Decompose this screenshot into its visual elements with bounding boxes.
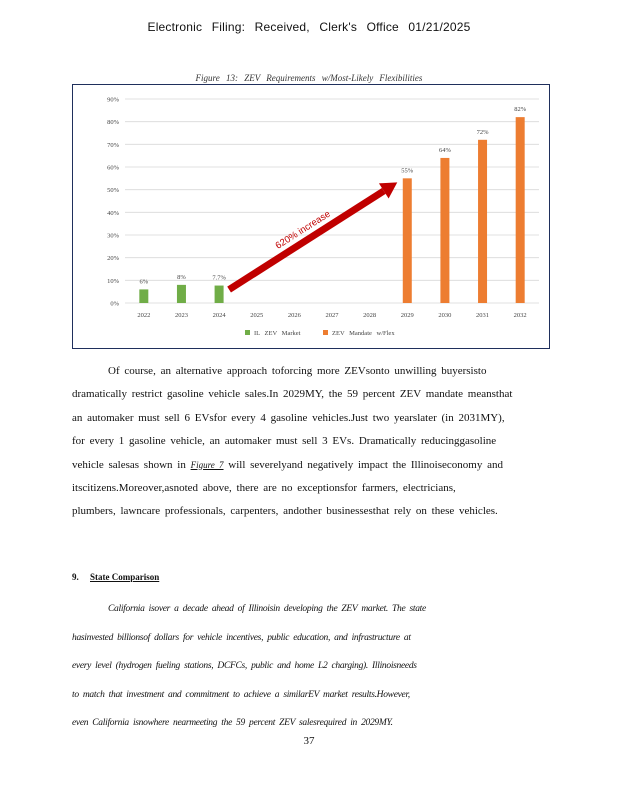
x-tick-label: 2022: [137, 312, 151, 319]
annotation-label: 620% increase: [273, 208, 333, 252]
text-line: for every 1 gasoline vehicle, an automaker must sell 3 EVs. Dramatically reducinggasoline: [72, 435, 497, 448]
increase-arrow-shaft: [229, 191, 384, 290]
bar: [139, 289, 148, 303]
paragraph-state-comparison: [72, 595, 532, 738]
data-label: 8%: [177, 273, 186, 281]
data-label: 72%: [476, 128, 489, 136]
y-tick-label: 80%: [107, 119, 119, 127]
text-line: Of course, an alternative approach toforcing more ZEVsonto unwilling buyersisto: [108, 365, 487, 377]
text-line: hasinvested billionsof dollars for vehicle incentives, public education, and infrastructure at: [72, 632, 411, 643]
x-tick-label: 2029: [400, 312, 414, 319]
y-tick-label: 90%: [107, 96, 119, 104]
data-label: 82%: [514, 106, 527, 114]
legend-swatch: [323, 330, 328, 335]
y-tick-label: 40%: [107, 209, 119, 217]
text-line: plumbers, lawncare professionals, carpenters, andother businessesthat rely on these vehicles.: [72, 505, 498, 518]
y-tick-label: 10%: [107, 277, 119, 285]
x-tick-label: 2031: [476, 312, 490, 319]
bar: [440, 158, 449, 303]
x-tick-label: 2025: [250, 312, 264, 319]
y-tick-label: 50%: [107, 187, 119, 195]
x-tick-label: 2023: [174, 312, 188, 319]
filing-header: Electronic Filing: Received, Clerk's Office 01/21/2025: [147, 20, 471, 34]
text-line: to match that investment and commitment to achieve a similarEV market results.However,: [72, 689, 410, 700]
bar: [215, 286, 224, 303]
bar: [516, 117, 525, 303]
text-fragment: will severelyand negatively impact the Illinoiseconomy and: [223, 458, 503, 471]
text-line: California isover a decade ahead of Illinoisin developing the ZEV market. The state: [108, 604, 426, 614]
x-tick-label: 2026: [287, 312, 301, 319]
legend-swatch: [245, 330, 250, 335]
data-label: 7.7%: [212, 274, 226, 282]
data-label: 6%: [139, 278, 149, 286]
legend-label: IL ZEV Market: [254, 330, 301, 337]
y-tick-label: 30%: [107, 232, 119, 240]
y-tick-label: 20%: [107, 255, 119, 263]
text-fragment: vehicle salesas shown in: [72, 458, 191, 471]
text-line: [72, 454, 532, 477]
section-title: State Comparison: [90, 572, 160, 582]
y-tick-label: 0%: [110, 300, 119, 308]
x-tick-label: 2030: [438, 312, 452, 319]
data-label: 64%: [438, 146, 451, 154]
section-number: 9.: [72, 572, 79, 582]
figure-reference-link[interactable]: Figure 7: [190, 459, 224, 470]
x-tick-label: 2024: [212, 312, 226, 319]
text-line: dramatically restrict gasoline vehicle sales.In 2029MY, the 59 percent ZEV mandate meansthat: [72, 388, 513, 401]
y-tick-label: 60%: [107, 164, 119, 172]
section-heading: [72, 572, 159, 582]
text-line: even California isnowhere nearmeeting the 59 percent ZEV salesrequired in 2029MY.: [72, 718, 393, 728]
chart-frame: [72, 84, 550, 349]
legend-label: ZEV Mandate w/Flex: [332, 330, 395, 337]
text-line: every level (hydrogen fueling stations, DCFCs, public and home L2 charging). Illinoisneeds: [72, 661, 417, 671]
text-line: an automaker must sell 6 EVsfor every 4 gasoline vehicles.Just two yearslater (in 2031MY),: [72, 411, 505, 424]
data-label: 55%: [401, 167, 414, 175]
figure-title: Figure 13: ZEV Requirements w/Most-Likely Flexibilities: [195, 73, 423, 83]
bar: [177, 285, 186, 303]
bar: [403, 178, 412, 303]
x-tick-label: 2027: [325, 312, 339, 319]
x-tick-label: 2032: [513, 312, 527, 319]
y-tick-label: 70%: [107, 141, 119, 149]
zev-chart: [73, 85, 549, 348]
page-number: 37: [303, 735, 315, 747]
paragraph-alternative-approach: [72, 360, 532, 524]
bar: [478, 140, 487, 303]
text-line: itscitizens.Moreover,asnoted above, there are no exceptionsfor farmers, electricians,: [72, 482, 456, 495]
x-tick-label: 2028: [363, 312, 377, 319]
